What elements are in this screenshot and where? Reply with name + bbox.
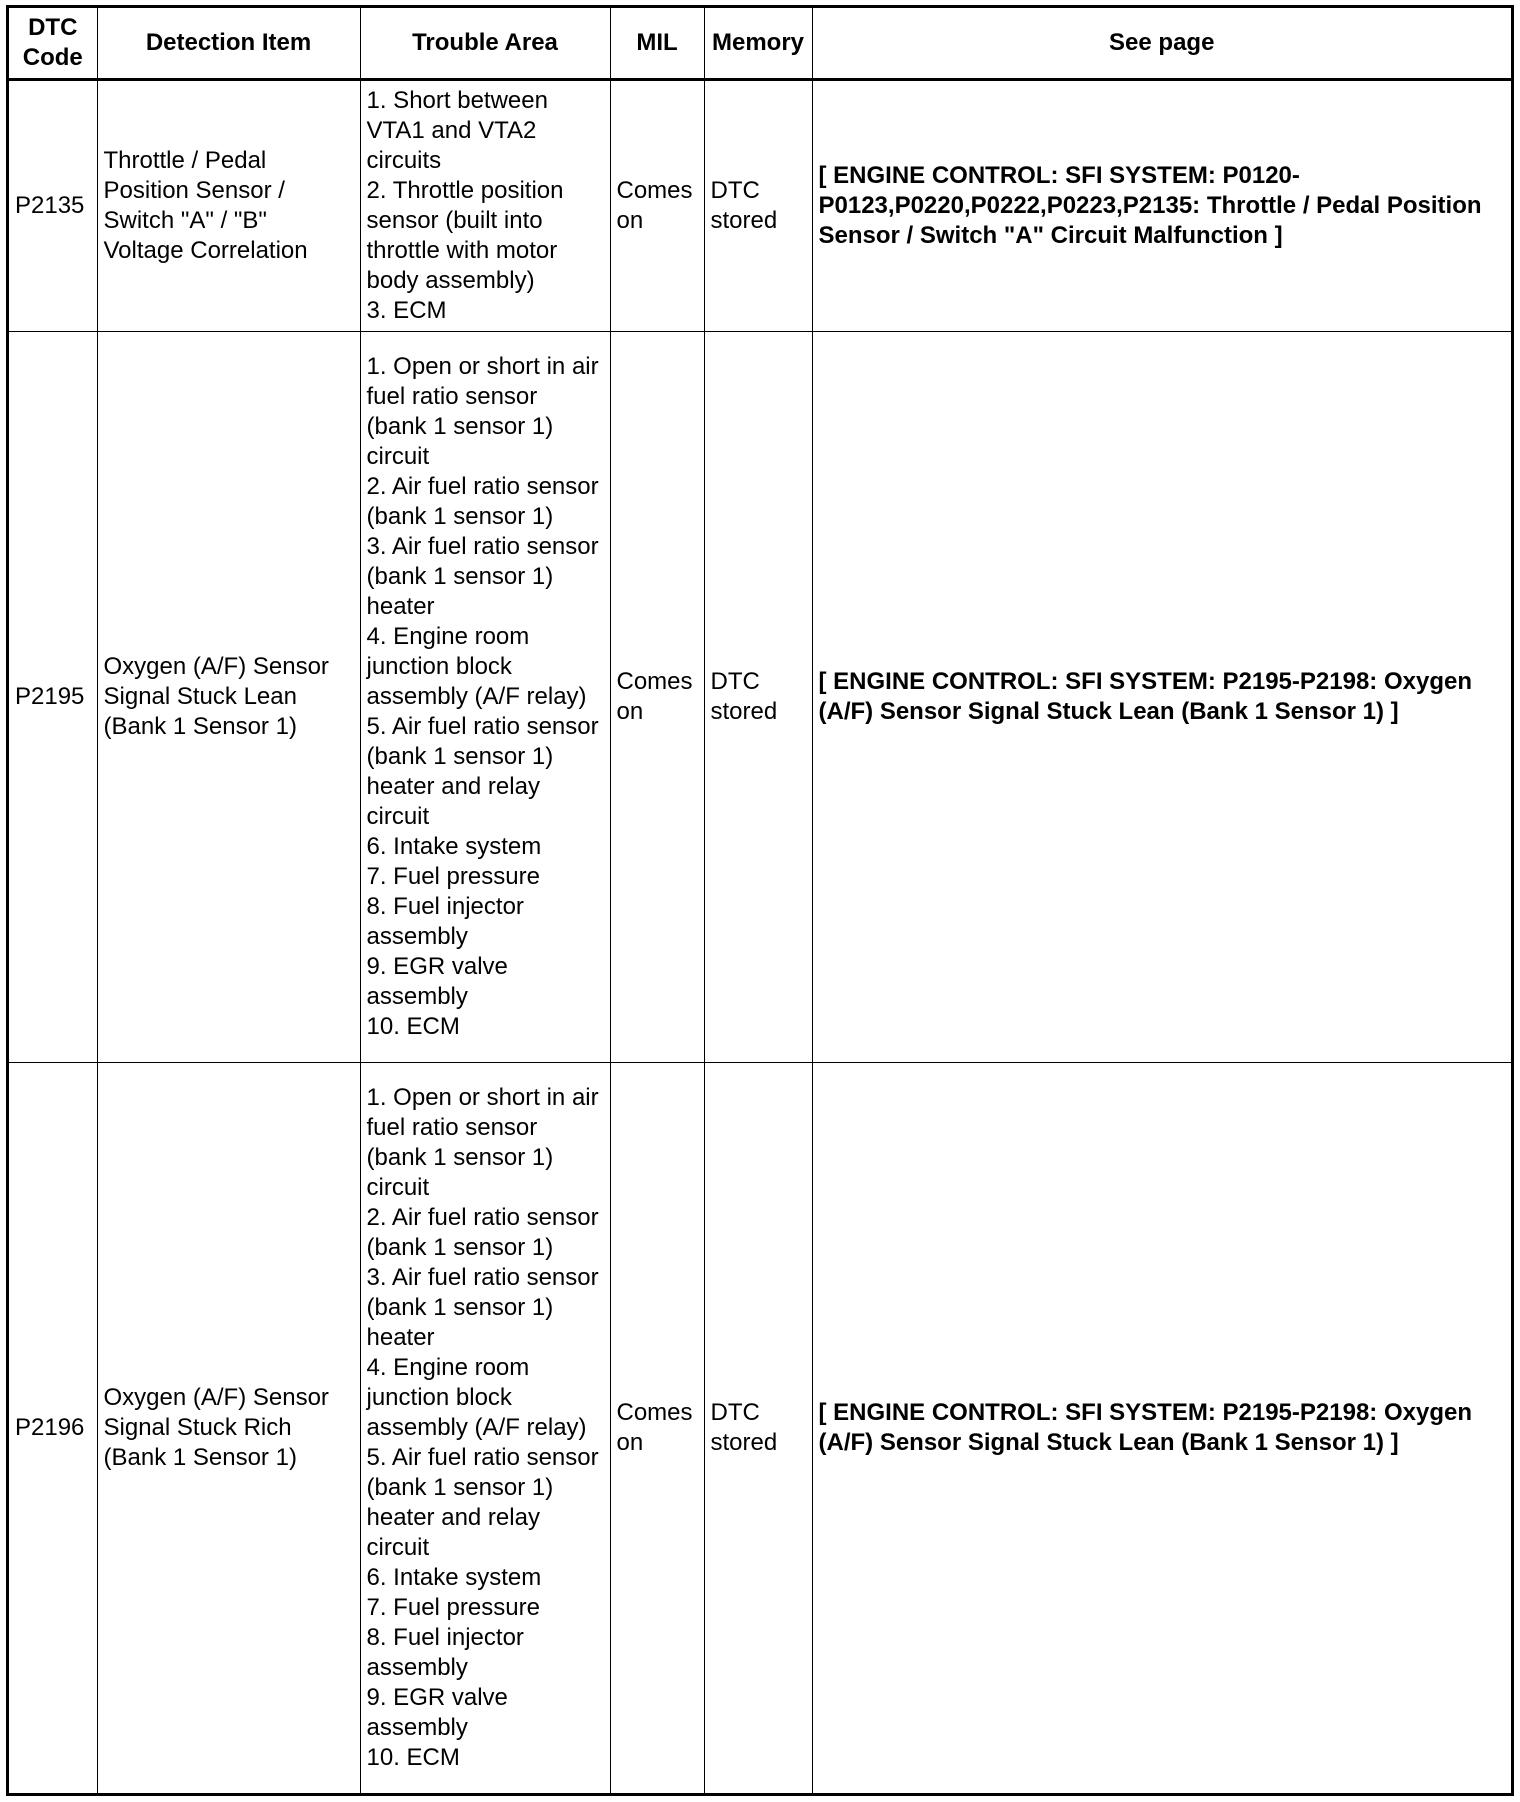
dtc-table-frame — [6, 5, 1514, 1796]
trouble-area-item: 3. Air fuel ratio sensor (bank 1 sensor 1) heater — [366, 533, 599, 620]
memory-cell: DTC stored — [704, 80, 812, 332]
see-page-link[interactable]: [ ENGINE CONTROL: SFI SYSTEM: P0120-P0123,P0220,P0222,P0223,P2135: Throttle / Pedal Position Sensor / Switch "A" Circuit Malfunction ] — [812, 80, 1511, 332]
mil-cell: Comes on — [610, 332, 704, 1063]
trouble-area-cell — [360, 332, 610, 1063]
mil-cell: Comes on — [610, 80, 704, 332]
trouble-area-item: 8. Fuel injector assembly — [366, 893, 524, 950]
trouble-area-item: 1. Open or short in air fuel ratio sensor (bank 1 sensor 1) circuit — [366, 353, 599, 470]
dtc-code-cell: P2195 — [9, 332, 97, 1063]
trouble-area-item: 3. Air fuel ratio sensor (bank 1 sensor 1) heater — [366, 1264, 599, 1351]
table-row — [9, 332, 1511, 1063]
trouble-area-item: 5. Air fuel ratio sensor (bank 1 sensor 1) heater and relay circuit — [366, 713, 599, 830]
detection-item-cell: Oxygen (A/F) Sensor Signal Stuck Rich (Bank 1 Sensor 1) — [97, 1063, 360, 1794]
trouble-area-item: 2. Air fuel ratio sensor (bank 1 sensor 1) — [366, 1204, 599, 1261]
dtc-code-cell: P2196 — [9, 1063, 97, 1794]
mil-cell: Comes on — [610, 1063, 704, 1794]
header-trouble-area: Trouble Area — [360, 8, 610, 80]
memory-cell: DTC stored — [704, 332, 812, 1063]
trouble-area-item: 6. Intake system — [366, 833, 542, 860]
trouble-area-item: 9. EGR valve assembly — [366, 1684, 508, 1741]
trouble-area-item: 2. Air fuel ratio sensor (bank 1 sensor 1) — [366, 473, 599, 530]
header-row — [9, 8, 1511, 80]
table-row — [9, 80, 1511, 332]
trouble-area-item: 10. ECM — [366, 1744, 460, 1771]
see-page-link[interactable]: [ ENGINE CONTROL: SFI SYSTEM: P2195-P2198: Oxygen (A/F) Sensor Signal Stuck Lean (Bank 1 Sensor 1) ] — [812, 332, 1511, 1063]
table-row — [9, 1063, 1511, 1794]
trouble-area-item: 7. Fuel pressure — [366, 863, 540, 890]
trouble-area-item: 9. EGR valve assembly — [366, 953, 508, 1010]
trouble-area-item: 2. Throttle position sensor (built into throttle with motor body assembly) — [366, 177, 564, 294]
trouble-area-cell — [360, 1063, 610, 1794]
header-see-page: See page — [812, 8, 1511, 80]
dtc-table — [9, 8, 1511, 1793]
trouble-area-item: 7. Fuel pressure — [366, 1594, 540, 1621]
dtc-code-cell: P2135 — [9, 80, 97, 332]
trouble-area-item: 3. ECM — [366, 297, 447, 324]
memory-cell: DTC stored — [704, 1063, 812, 1794]
header-memory: Memory — [704, 8, 812, 80]
detection-item-cell: Throttle / Pedal Position Sensor / Switch "A" / "B" Voltage Correlation — [97, 80, 360, 332]
trouble-area-item: 1. Short between VTA1 and VTA2 circuits — [366, 87, 548, 174]
detection-item-cell: Oxygen (A/F) Sensor Signal Stuck Lean (Bank 1 Sensor 1) — [97, 332, 360, 1063]
see-page-link[interactable]: [ ENGINE CONTROL: SFI SYSTEM: P2195-P2198: Oxygen (A/F) Sensor Signal Stuck Lean (Bank 1 Sensor 1) ] — [812, 1063, 1511, 1794]
trouble-area-item: 6. Intake system — [366, 1564, 542, 1591]
trouble-area-item: 8. Fuel injector assembly — [366, 1624, 524, 1681]
trouble-area-item: 4. Engine room junction block assembly (A/F relay) — [366, 623, 587, 710]
trouble-area-cell — [360, 80, 610, 332]
trouble-area-item: 1. Open or short in air fuel ratio sensor (bank 1 sensor 1) circuit — [366, 1084, 599, 1201]
header-mil: MIL — [610, 8, 704, 80]
header-dtc-code: DTC Code — [9, 8, 97, 80]
trouble-area-item: 4. Engine room junction block assembly (A/F relay) — [366, 1354, 587, 1441]
trouble-area-item: 10. ECM — [366, 1013, 460, 1040]
trouble-area-item: 5. Air fuel ratio sensor (bank 1 sensor 1) heater and relay circuit — [366, 1444, 599, 1561]
header-detection-item: Detection Item — [97, 8, 360, 80]
